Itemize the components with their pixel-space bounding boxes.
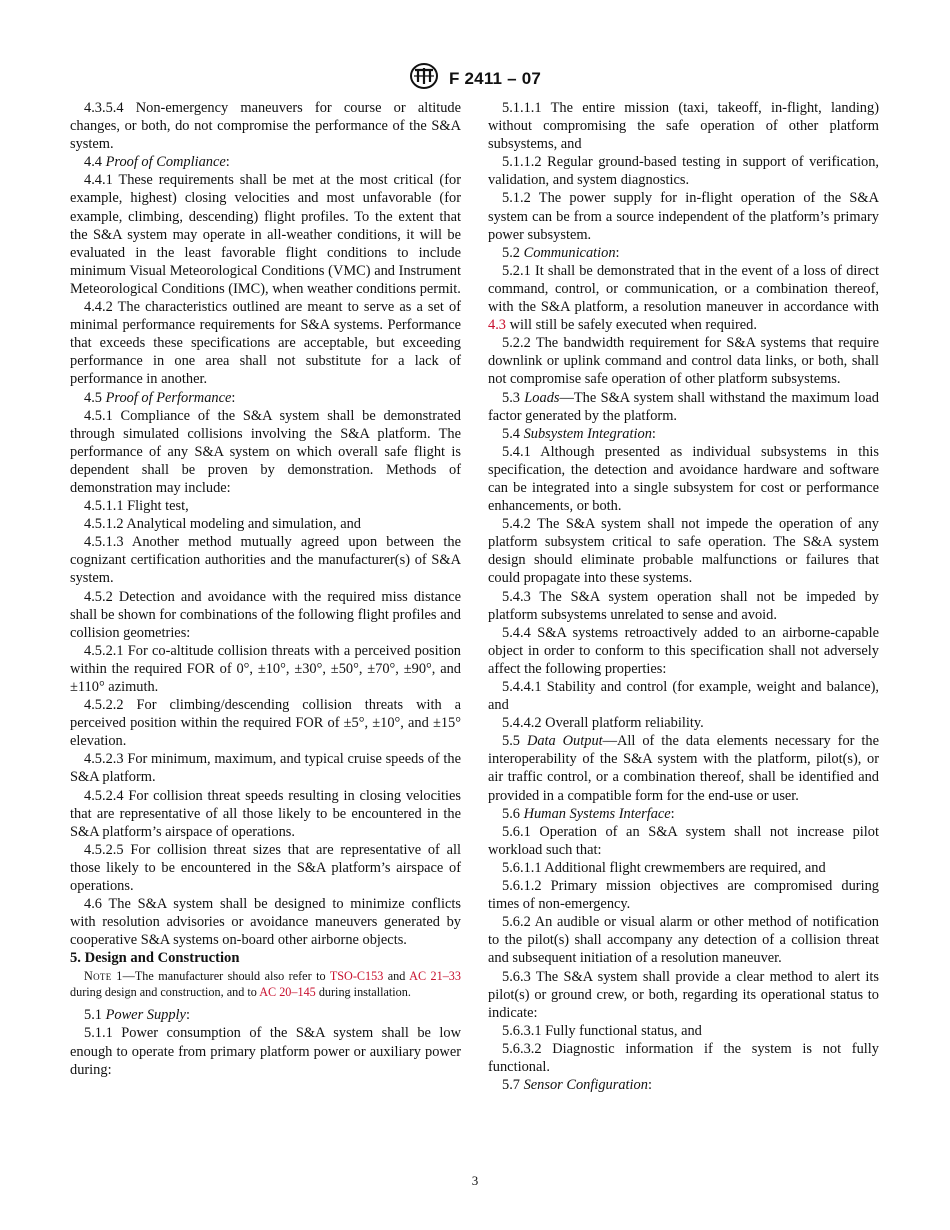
paragraph-5-1-1-1: 5.1.1.1 The entire mission (taxi, takeoff, in-flight, landing) without compromising the safe operation of other platform subsystems, and xyxy=(488,100,879,153)
paragraph-5-4-4-2: 5.4.4.2 Overall platform reliability. xyxy=(502,715,704,732)
paragraph-4-4-2: 4.4.2 The characteristics outlined are meant to serve as a set of minimal performance requirements for S&A systems. Performance that exceeds these specifications are acceptable, but exceeding performance in one area shall not substitute for a lack of performance in another. xyxy=(70,299,461,388)
paragraph-5-1-1: 5.1.1 Power consumption of the S&A system shall be low enough to operate from primary platform power or auxiliary power during: xyxy=(70,1025,461,1078)
paragraph-4-5-2-4: 4.5.2.4 For collision threat speeds resulting in closing velocities that are representative of all those likely to be encountered in the S&A platform’s airspace of operations. xyxy=(70,787,461,840)
paragraph-5-4-2: 5.4.2 The S&A system shall not impede the operation of any platform subsystem critical to safe operation. The S&A system design should eliminate probable malfunctions or failures that could propagate into these systems. xyxy=(488,516,879,587)
paragraph-4-5-2-5: 4.5.2.5 For collision threat sizes that are representative of all those likely to be encountered in the S&A platform’s airspace of operations. xyxy=(70,841,461,895)
note-1: Note 1—The manufacturer should also refer to TSO-C153 and AC 21–33 during design and construction, and to AC 20–145 during installation. xyxy=(70,968,461,999)
reference-link-tso-c153[interactable]: TSO-C153 xyxy=(329,968,384,983)
paragraph-5-6-1-1: 5.6.1.1 Additional flight crewmembers are required, and xyxy=(502,859,826,876)
paragraph-4-5-2-3: 4.5.2.3 For minimum, maximum, and typical cruise speeds of the S&A platform. xyxy=(70,751,461,786)
paragraph-4-3-5-4: 4.3.5.4 Non-emergency maneuvers for course or altitude changes, or both, do not compromise the performance of the S&A system. xyxy=(70,100,461,153)
paragraph-5-6-1: 5.6.1 Operation of an S&A system shall not increase pilot workload such that: xyxy=(488,823,879,858)
paragraph-4-5-2-1: 4.5.2.1 For co-altitude collision threats with a perceived position within the required FOR of 0°, ±10°, ±30°, ±50°, ±70°, ±90°, and ±110° azimuth. xyxy=(70,642,461,695)
page-header xyxy=(0,62,950,92)
paragraph-4-5-2-2: 4.5.2.2 For climbing/descending collision threats with a perceived position within the required FOR of ±5°, ±10°, and ±15° elevation. xyxy=(70,697,461,750)
paragraph-5-4-1: 5.4.1 Although presented as individual subsystems in this specification, the detection and avoidance hardware and software can be integrated into a single subsystem for cost or performance enhancements, or both. xyxy=(488,443,879,515)
heading-5-4: 5.4 Subsystem Integration: xyxy=(502,425,656,442)
reference-link-4-3[interactable]: 4.3 xyxy=(488,317,506,334)
heading-5-7: 5.7 Sensor Configuration: xyxy=(502,1077,652,1094)
astm-logo-icon xyxy=(409,62,439,95)
left-column xyxy=(70,99,461,1079)
heading-5-2: 5.2 Communication: xyxy=(502,244,620,261)
paragraph-5-1-1-2: 5.1.1.2 Regular ground-based testing in support of verification, validation, and system diagnostics. xyxy=(488,154,879,189)
paragraph-4-5-1-1: 4.5.1.1 Flight test, xyxy=(84,498,189,515)
paragraph-5-6-3-2: 5.6.3.2 Diagnostic information if the system is not fully functional. xyxy=(488,1040,879,1075)
paragraph-5-1-2: 5.1.2 The power supply for in-flight operation of the S&A system can be from a source independent of the platform’s primary power subsystem. xyxy=(488,190,879,243)
heading-5-1: 5.1 Power Supply: xyxy=(84,1007,190,1024)
paragraph-4-5-1-3: 4.5.1.3 Another method mutually agreed upon between the cognizant certification authorities and the manufacturer(s) of S&A system. xyxy=(70,534,461,587)
paragraph-5-4-3: 5.4.3 The S&A system operation shall not be impeded by platform subsystems unrelated to sense and avoid. xyxy=(488,588,879,623)
reference-link-ac-20-145[interactable]: AC 20–145 xyxy=(259,984,316,999)
right-column xyxy=(488,99,879,1094)
paragraph-5-3: 5.3 Loads—The S&A system shall withstand the maximum load factor generated by the platform. xyxy=(488,389,879,424)
heading-4-4: 4.4 Proof of Compliance: xyxy=(84,154,230,171)
paragraph-5-4-4-1: 5.4.4.1 Stability and control (for example, weight and balance), and xyxy=(488,679,879,714)
section-5-heading: 5. Design and Construction xyxy=(70,950,240,967)
paragraph-5-2-2: 5.2.2 The bandwidth requirement for S&A systems that require downlink or uplink command and control data links, or both, shall not compromise safe operation of other platform subsystems. xyxy=(488,335,879,388)
paragraph-5-4-4: 5.4.4 S&A systems retroactively added to an airborne-capable object in order to conform to this specification shall not adversely affect the following properties: xyxy=(488,624,879,677)
paragraph-5-6-2: 5.6.2 An audible or visual alarm or other method of notification to the pilot(s) shall accompany any detection of a collision threat and subsequent initiation of a resolution maneuver. xyxy=(488,914,879,967)
paragraph-4-6: 4.6 The S&A system shall be designed to minimize conflicts with resolution advisories or avoidance maneuvers generated by cooperative S&A systems on-board other airborne objects. xyxy=(70,896,461,949)
paragraph-5-2-1: 5.2.1 It shall be demonstrated that in the event of a loss of direct command, control, or communication, or a combination thereof, with the S&A platform, a resolution maneuver in accordance with 4.3 will still be safely executed when required. xyxy=(488,262,879,334)
page-number: 3 xyxy=(471,1173,479,1188)
paragraph-5-5: 5.5 Data Output—All of the data elements necessary for the interoperability of the S&A system with the platform, pilot(s), or air traffic control, or a combination thereof, shall be identified and provided in a compatible form for the end-use or user. xyxy=(488,733,879,804)
heading-5-6: 5.6 Human Systems Interface: xyxy=(502,805,675,822)
paragraph-5-6-1-2: 5.6.1.2 Primary mission objectives are compromised during times of non-emergency. xyxy=(488,878,879,913)
heading-4-5: 4.5 Proof of Performance: xyxy=(84,389,236,406)
reference-link-ac-21-33[interactable]: AC 21–33 xyxy=(409,968,461,983)
note-label: Note 1 xyxy=(84,968,123,983)
paragraph-4-5-1-2: 4.5.1.2 Analytical modeling and simulation, and xyxy=(84,516,361,533)
paragraph-5-6-3: 5.6.3 The S&A system shall provide a clear method to alert its pilot(s) or ground crew, or both, regarding its operational status to indicate: xyxy=(488,968,879,1021)
paragraph-4-5-1: 4.5.1 Compliance of the S&A system shall be demonstrated through simulated collisions involving the S&A platform. The performance of any S&A system on which overall safe flight is dependent shall be proven by demonstration. Methods of demonstration may include: xyxy=(70,407,461,496)
paragraph-4-4-1: 4.4.1 These requirements shall be met at the most critical (for example, highest) closing velocities and most unfavorable (for example, climbing, descending) flight profiles. To the extent that the S&A system may operate in all-weather conditions, it will be evaluated in the least favorable flight conditions to include minimum Visual Meteorological Conditions (VMC) and Instrument Meteorological Conditions (IMC), when weather conditions permit. xyxy=(70,172,461,297)
paragraph-5-6-3-1: 5.6.3.1 Fully functional status, and xyxy=(502,1022,702,1039)
document-designation: F 2411 – 07 xyxy=(449,68,541,88)
paragraph-4-5-2: 4.5.2 Detection and avoidance with the required miss distance shall be shown for combinations of the following flight profiles and collision geometries: xyxy=(70,588,461,641)
